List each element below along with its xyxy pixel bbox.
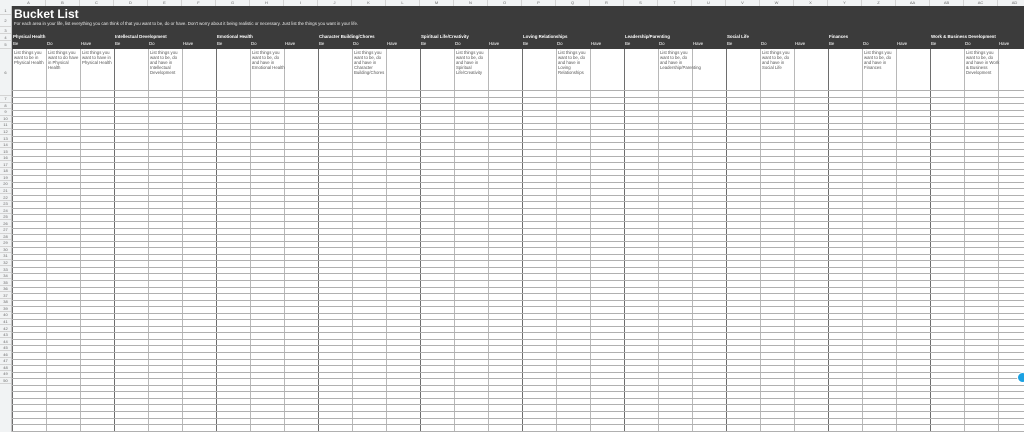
grid-row-line <box>12 142 1024 143</box>
row-header-30[interactable]: 30 <box>0 247 11 254</box>
subheader-have[interactable]: Have <box>489 41 500 46</box>
grid-row-line <box>12 339 1024 340</box>
grid-row-line <box>12 293 1024 294</box>
column-header-t[interactable]: T <box>658 0 692 6</box>
grid-row-line <box>12 188 1024 189</box>
grid-row-line <box>12 273 1024 274</box>
grid-row-line <box>12 300 1024 301</box>
row-header-36[interactable]: 36 <box>0 286 11 293</box>
grid-row-line <box>12 306 1024 307</box>
description-cell-do[interactable]: List things you want to be, do and have in Character Building/Chores <box>354 50 385 75</box>
row-header-40[interactable]: 40 <box>0 312 11 319</box>
grid-row-line <box>12 398 1024 399</box>
explore-button[interactable] <box>1017 372 1024 383</box>
column-header-u[interactable]: U <box>692 0 726 6</box>
row-header-11[interactable]: 11 <box>0 122 11 129</box>
subheader-do[interactable]: Do <box>863 41 869 46</box>
grid-row-line <box>12 267 1024 268</box>
column-header-ac[interactable]: AC <box>964 0 998 6</box>
row-header-19[interactable]: 19 <box>0 175 11 182</box>
grid-row-line <box>12 136 1024 137</box>
row-header-9[interactable]: 9 <box>0 109 11 116</box>
grid-row-line <box>12 280 1024 281</box>
grid-row-line <box>12 169 1024 170</box>
subheader-do[interactable]: Do <box>149 41 155 46</box>
row-header-21[interactable]: 21 <box>0 188 11 195</box>
grid-row-line <box>12 90 1024 91</box>
row-header-33[interactable]: 33 <box>0 266 11 273</box>
column-header-y[interactable]: Y <box>828 0 862 6</box>
description-cell-do[interactable]: List things you want to be, do and have in Emotional Health <box>252 50 285 70</box>
column-header-l[interactable]: L <box>386 0 420 6</box>
subheader-do[interactable]: Do <box>251 41 257 46</box>
column-header-x[interactable]: X <box>794 0 828 6</box>
column-header-ad[interactable]: AD <box>998 0 1024 6</box>
subheader-have[interactable]: Have <box>387 41 398 46</box>
grid-row-line <box>12 97 1024 98</box>
column-header-v[interactable]: V <box>726 0 760 6</box>
row-header-31[interactable]: 31 <box>0 253 11 260</box>
grid-row-line <box>12 372 1024 373</box>
column-header-aa[interactable]: AA <box>896 0 930 6</box>
row-header-38[interactable]: 38 <box>0 299 11 306</box>
description-cell-do[interactable]: List things you want to be, do and have in Leadership/Parenting <box>660 50 701 70</box>
grid-row-line <box>12 201 1024 202</box>
column-header-f[interactable]: F <box>182 0 216 6</box>
row-header-1[interactable]: 1 <box>0 6 11 15</box>
grid-row-line <box>12 234 1024 235</box>
grid-row-line <box>12 162 1024 163</box>
category-header[interactable]: Work & Business Development <box>931 34 996 39</box>
column-header-g[interactable]: G <box>216 0 250 6</box>
column-header-s[interactable]: S <box>624 0 658 6</box>
column-header-d[interactable]: D <box>114 0 148 6</box>
description-cell-do[interactable]: List things you want to be, do and have in Intellectual Development <box>150 50 178 75</box>
grid-row-line <box>12 208 1024 209</box>
grid-row-line <box>12 287 1024 288</box>
column-header-i[interactable]: I <box>284 0 318 6</box>
subheader-do[interactable]: Do <box>761 41 767 46</box>
row-header-25[interactable]: 25 <box>0 214 11 221</box>
row-header-50[interactable]: 50 <box>0 378 11 385</box>
subheader-be[interactable]: Be <box>421 41 427 46</box>
category-header[interactable]: Leadership/Parenting <box>625 34 670 39</box>
grid-row-line <box>12 129 1024 130</box>
sheet-subtitle[interactable]: For each area in your life, list everything you can think of that you want to be, do or have. Don't worry about it being realistic or necessary. Just list the things you want in your life. <box>14 21 359 26</box>
grid-row-line <box>12 424 1024 425</box>
category-header[interactable]: Social Life <box>727 34 749 39</box>
subheader-have[interactable]: Have <box>81 41 92 46</box>
subheader-have[interactable]: Have <box>183 41 194 46</box>
column-header-c[interactable]: C <box>80 0 114 6</box>
grid-row-line <box>12 352 1024 353</box>
column-header-r[interactable]: R <box>590 0 624 6</box>
grid-row-line <box>12 228 1024 229</box>
grid-row-line <box>12 411 1024 412</box>
column-header-q[interactable]: Q <box>556 0 590 6</box>
column-header-e[interactable]: E <box>148 0 182 6</box>
row-header-43[interactable]: 43 <box>0 332 11 339</box>
subheader-do[interactable]: Do <box>455 41 461 46</box>
row-header-29[interactable]: 29 <box>0 240 11 247</box>
row-header-39[interactable]: 39 <box>0 306 11 313</box>
grid-row-line <box>12 110 1024 111</box>
row-header-18[interactable]: 18 <box>0 168 11 175</box>
grid-row-line <box>12 365 1024 366</box>
header-band <box>12 6 1024 49</box>
subheader-be[interactable]: Be <box>319 41 325 46</box>
description-cell-have[interactable]: List things you want to have in Physical Health <box>82 50 112 65</box>
row-header-45[interactable]: 45 <box>0 345 11 352</box>
column-header-p[interactable]: P <box>522 0 556 6</box>
grid-row-line <box>12 214 1024 215</box>
row-header-3[interactable]: 3 <box>0 27 11 34</box>
grid-row-line <box>12 345 1024 346</box>
grid-row-line <box>12 313 1024 314</box>
row-header-7[interactable]: 7 <box>0 96 11 103</box>
description-cell-do[interactable]: List things you want to be, do and have in Social Life <box>762 50 790 70</box>
row-header-35[interactable]: 35 <box>0 279 11 286</box>
row-header-bar <box>0 6 12 432</box>
grid-row-line <box>12 195 1024 196</box>
subheader-do[interactable]: Do <box>659 41 665 46</box>
description-cell-do[interactable]: List things you want to be, do and have in Finances <box>864 50 892 70</box>
grid-row-line <box>12 116 1024 117</box>
column-header-h[interactable]: H <box>250 0 284 6</box>
grid-row-line <box>12 319 1024 320</box>
row-header-5[interactable]: 5 <box>0 41 11 49</box>
subheader-have[interactable]: Have <box>693 41 704 46</box>
grid-row-line <box>12 103 1024 104</box>
grid-row-line <box>12 359 1024 360</box>
grid-row-line <box>12 404 1024 405</box>
subheader-have[interactable]: Have <box>795 41 806 46</box>
subheader-be[interactable]: Be <box>217 41 223 46</box>
row-header-27[interactable]: 27 <box>0 227 11 234</box>
category-header[interactable]: Physical Health <box>13 34 46 39</box>
description-cell-be[interactable]: List things you want to be in Physical Health <box>14 50 44 65</box>
category-header[interactable]: Intellectual Development <box>115 34 167 39</box>
column-header-a[interactable]: A <box>12 0 46 6</box>
grid-row-line <box>12 391 1024 392</box>
grid-row-line <box>12 149 1024 150</box>
grid-row-line <box>12 332 1024 333</box>
subheader-be[interactable]: Be <box>523 41 529 46</box>
row-header-15[interactable]: 15 <box>0 148 11 155</box>
description-cell-do[interactable]: List things you want to be, do and have in Spiritual Life/Creativity <box>456 50 484 75</box>
subheader-do[interactable]: Do <box>47 41 53 46</box>
row-header-10[interactable]: 10 <box>0 116 11 123</box>
column-header-o[interactable]: O <box>488 0 522 6</box>
row-header-14[interactable]: 14 <box>0 142 11 149</box>
category-header[interactable]: Spiritual Life/Creativity <box>421 34 469 39</box>
grid-row-line <box>12 378 1024 379</box>
row-header-13[interactable]: 13 <box>0 135 11 142</box>
row-header-28[interactable]: 28 <box>0 234 11 241</box>
row-header-49[interactable]: 49 <box>0 371 11 378</box>
cell-grid[interactable] <box>12 49 1024 432</box>
row-header-8[interactable]: 8 <box>0 103 11 110</box>
grid-row-line <box>12 260 1024 261</box>
subheader-be[interactable]: Be <box>625 41 631 46</box>
row-header-12[interactable]: 12 <box>0 129 11 136</box>
row-header-42[interactable]: 42 <box>0 325 11 332</box>
row-header-4[interactable]: 4 <box>0 34 11 41</box>
subheader-have[interactable]: Have <box>591 41 602 46</box>
column-header-k[interactable]: K <box>352 0 386 6</box>
row-header-41[interactable]: 41 <box>0 319 11 326</box>
row-header-20[interactable]: 20 <box>0 181 11 188</box>
subheader-be[interactable]: Be <box>13 41 19 46</box>
grid-row-line <box>12 254 1024 255</box>
grid-row-line <box>12 182 1024 183</box>
subheader-be[interactable]: Be <box>829 41 835 46</box>
subheader-do[interactable]: Do <box>557 41 563 46</box>
column-header-j[interactable]: J <box>318 0 352 6</box>
grid-row-line <box>12 247 1024 248</box>
row-header-17[interactable]: 17 <box>0 162 11 169</box>
grid-row-line <box>12 175 1024 176</box>
grid-row-line <box>12 123 1024 124</box>
grid-row-line <box>12 156 1024 157</box>
row-header-24[interactable]: 24 <box>0 207 11 214</box>
subheader-have[interactable]: Have <box>897 41 908 46</box>
row-header-47[interactable]: 47 <box>0 358 11 365</box>
row-header-46[interactable]: 46 <box>0 351 11 358</box>
row-header-16[interactable]: 16 <box>0 155 11 162</box>
row-header-26[interactable]: 26 <box>0 220 11 227</box>
subheader-be[interactable]: Be <box>931 41 937 46</box>
grid-row-line <box>12 241 1024 242</box>
row-header-6[interactable]: 6 <box>0 49 11 96</box>
category-header[interactable]: Character Building/Chores <box>319 34 375 39</box>
row-header-22[interactable]: 22 <box>0 194 11 201</box>
row-header-48[interactable]: 48 <box>0 365 11 372</box>
sheet-title[interactable]: Bucket List <box>14 7 79 21</box>
column-header-w[interactable]: W <box>760 0 794 6</box>
row-header-2[interactable]: 2 <box>0 15 11 27</box>
row-header-34[interactable]: 34 <box>0 273 11 280</box>
grid-row-line <box>12 431 1024 432</box>
column-header-z[interactable]: Z <box>862 0 896 6</box>
column-header-b[interactable]: B <box>46 0 80 6</box>
description-cell-do[interactable]: List things you want to do have in Physical Health <box>48 50 79 70</box>
category-header[interactable]: Finances <box>829 34 849 39</box>
category-header[interactable]: Emotional Health <box>217 34 253 39</box>
grid-row-line <box>12 326 1024 327</box>
subheader-have[interactable]: Have <box>285 41 296 46</box>
description-cell-do[interactable]: List things you want to be, do and have in Work & Business Development <box>966 50 1000 75</box>
subheader-be[interactable]: Be <box>115 41 121 46</box>
grid-row-line <box>12 221 1024 222</box>
subheader-have[interactable]: Have <box>999 41 1010 46</box>
row-header-32[interactable]: 32 <box>0 260 11 267</box>
grid-row-line <box>12 385 1024 386</box>
row-header-37[interactable]: 37 <box>0 293 11 300</box>
column-header-m[interactable]: M <box>420 0 454 6</box>
column-header-n[interactable]: N <box>454 0 488 6</box>
description-cell-do[interactable]: List things you want to be, do and have in Loving Relationships <box>558 50 586 75</box>
subheader-do[interactable]: Do <box>353 41 359 46</box>
category-header[interactable]: Loving Relationships <box>523 34 568 39</box>
row-header-44[interactable]: 44 <box>0 338 11 345</box>
row-header-23[interactable]: 23 <box>0 201 11 208</box>
subheader-do[interactable]: Do <box>965 41 971 46</box>
grid-row-line <box>12 418 1024 419</box>
column-header-ab[interactable]: AB <box>930 0 964 6</box>
subheader-be[interactable]: Be <box>727 41 733 46</box>
